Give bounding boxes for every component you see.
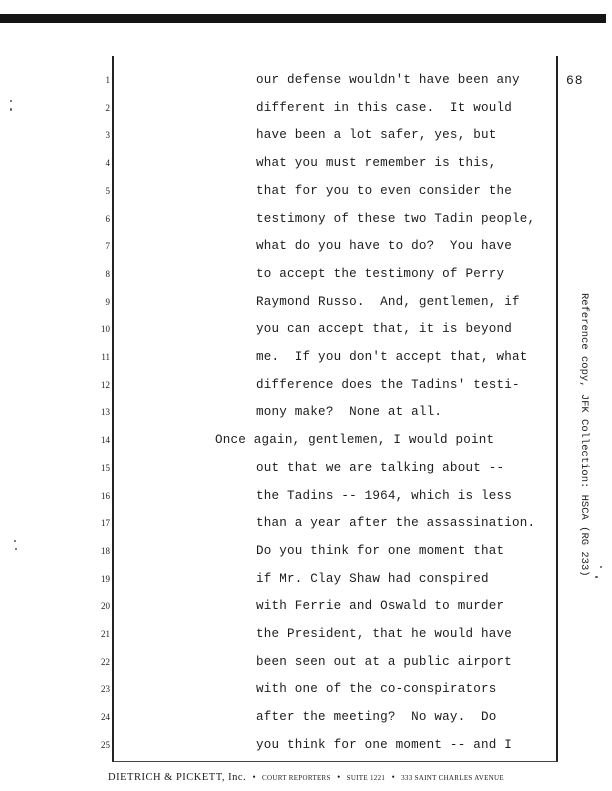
line-number: 4	[105, 158, 110, 169]
page-number: 68	[566, 73, 584, 88]
line-number: 17	[101, 518, 110, 529]
transcript-line: what you must remember is this,	[256, 156, 497, 171]
transcript-line: Do you think for one moment that	[256, 543, 505, 558]
footer-suite: SUITE 1221	[346, 774, 386, 782]
footer-service: COURT REPORTERS	[262, 774, 331, 782]
line-number: 3	[105, 130, 110, 141]
footer-separator: •	[391, 772, 395, 782]
transcript-line: the President, that he would have	[256, 627, 512, 641]
transcript-line: Once again, gentlemen, I would point	[215, 433, 495, 448]
transcript-line: to accept the testimony of Perry	[256, 266, 505, 281]
transcript-line: you think for one moment -- and I	[256, 737, 512, 752]
transcript-line: been seen out at a public airport	[256, 654, 512, 669]
line-number: 5	[105, 185, 110, 196]
transcript-line: that for you to even consider the	[256, 183, 512, 198]
footer-separator: •	[337, 772, 341, 782]
scan-speck	[10, 100, 12, 102]
transcript-line: out that we are talking about --	[256, 460, 505, 475]
scan-speck	[595, 576, 598, 578]
line-number: 16	[101, 490, 110, 501]
footer-separator: •	[252, 772, 256, 782]
scan-speck	[600, 566, 602, 568]
line-number: 21	[101, 629, 110, 639]
transcript-line: me. If you don't accept that, what	[256, 350, 528, 364]
line-number: 10	[101, 324, 110, 335]
transcript-line: than a year after the assassination.	[256, 516, 536, 531]
line-number: 22	[101, 656, 110, 667]
reference-copy-note: Reference copy, JFK Collection: HSCA (RG 233)	[578, 293, 590, 577]
transcript-line: the Tadins -- 1964, which is less	[256, 488, 512, 503]
scan-speck	[10, 108, 12, 111]
line-number: 11	[101, 352, 110, 362]
transcript-line: mony make? None at all.	[256, 405, 443, 420]
line-number: 12	[101, 379, 110, 390]
line-number: 18	[101, 545, 110, 556]
line-number: 23	[101, 684, 110, 695]
line-number: 25	[101, 739, 110, 750]
line-number: 14	[101, 435, 110, 446]
transcript-line: if Mr. Clay Shaw had conspired	[256, 571, 489, 586]
footer	[0, 772, 612, 783]
line-number: 9	[105, 296, 110, 307]
line-number: 8	[105, 268, 110, 279]
line-number: 1	[105, 75, 110, 85]
transcript-line: with one of the co-conspirators	[256, 682, 497, 697]
transcript-line: you can accept that, it is beyond	[256, 322, 512, 337]
transcript-line: have been a lot safer, yes, but	[256, 128, 497, 143]
line-number: 13	[101, 407, 110, 418]
transcript-line: with Ferrie and Oswald to murder	[256, 599, 505, 614]
line-number: 20	[101, 601, 110, 612]
line-number: 19	[101, 573, 110, 584]
transcript-line: what do you have to do? You have	[256, 239, 512, 254]
transcript-line: different in this case. It would	[256, 100, 512, 115]
transcript-line: Raymond Russo. And, gentlemen, if	[256, 294, 520, 309]
transcript-line: after the meeting? No way. Do	[256, 710, 497, 725]
transcript-line: testimony of these two Tadin people,	[256, 211, 536, 226]
line-number: 7	[105, 241, 110, 252]
footer-address: 333 SAINT CHARLES AVENUE	[401, 774, 504, 782]
line-number: 6	[105, 213, 110, 224]
line-number: 2	[105, 102, 110, 113]
scan-speck	[15, 548, 17, 550]
line-number: 24	[101, 712, 110, 723]
transcript-line: difference does the Tadins' testi-	[256, 377, 520, 392]
line-number: 15	[101, 462, 110, 473]
transcript-line: our defense wouldn't have been any	[256, 73, 520, 87]
top-border-bar	[0, 14, 606, 23]
footer-firm: DIETRICH & PICKETT, Inc.	[108, 772, 247, 783]
scan-speck	[14, 540, 16, 542]
